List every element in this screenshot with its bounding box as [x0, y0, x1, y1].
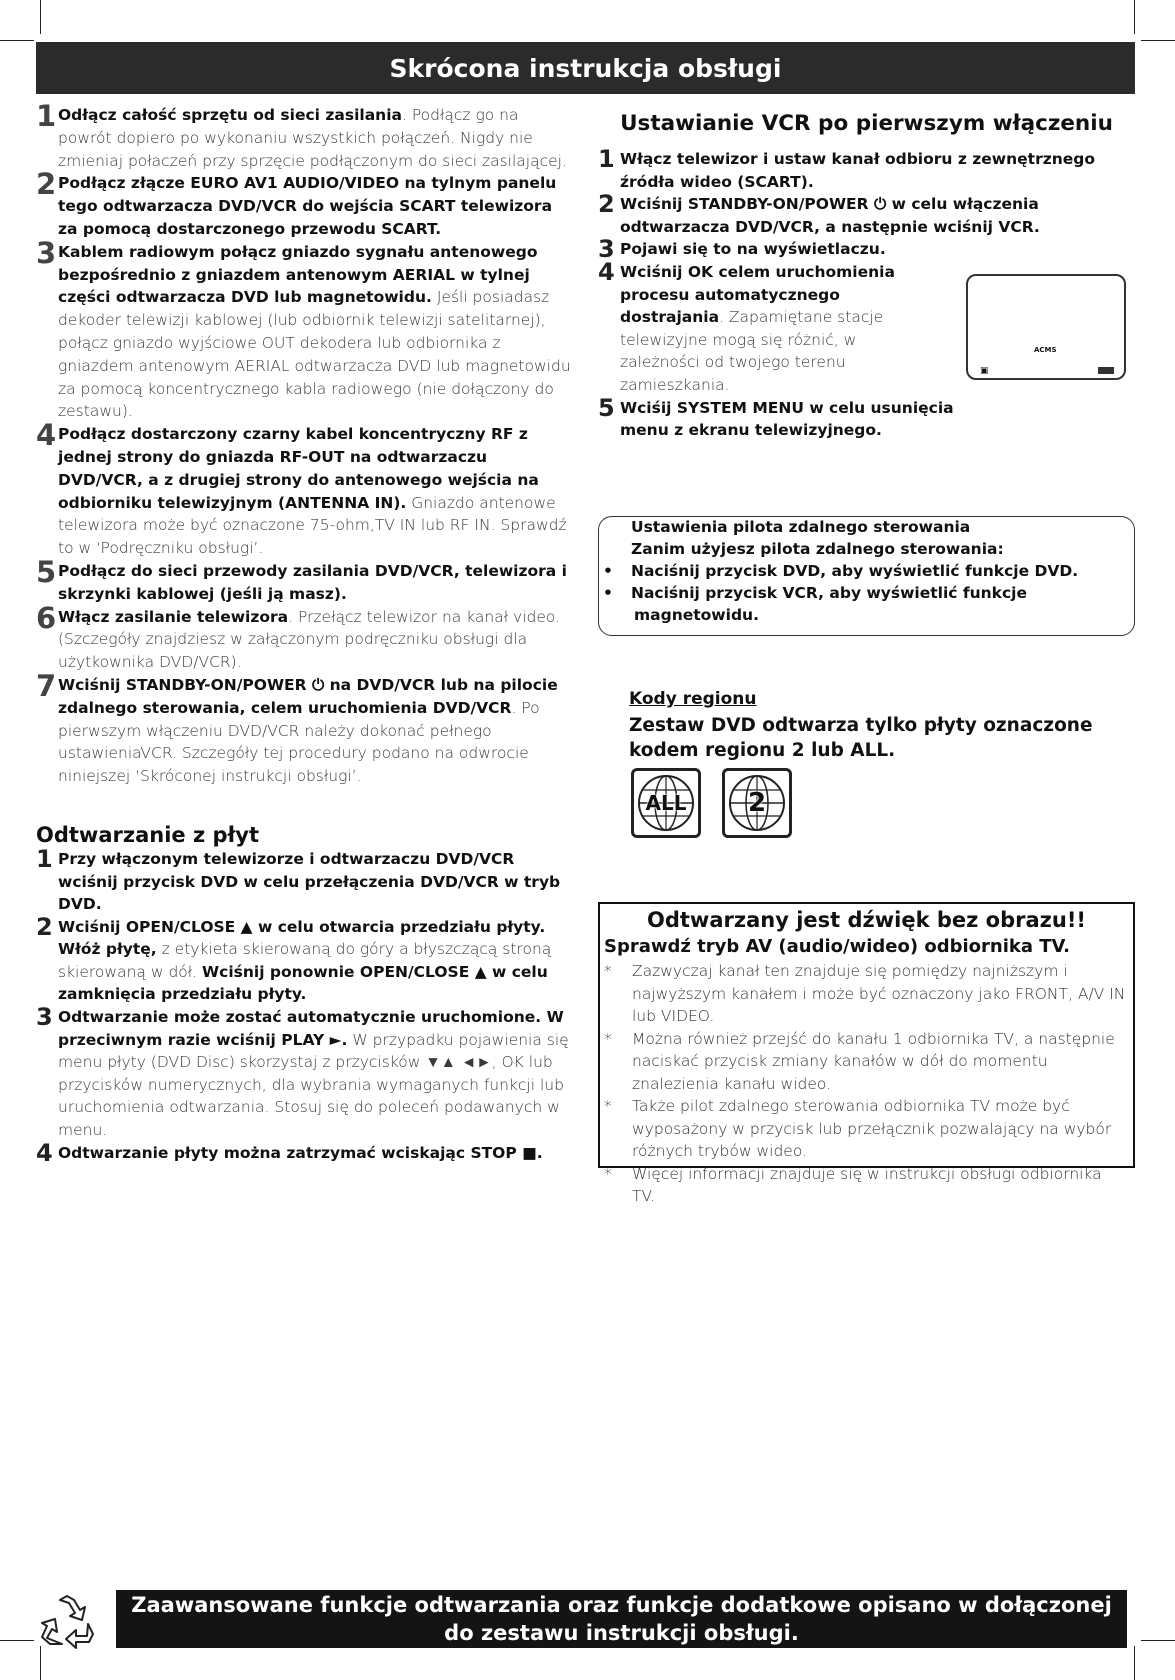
vcr-setup-title: Ustawianie VCR po pierwszym włączeniu: [620, 111, 1113, 136]
step-item: [598, 393, 978, 442]
no-picture-box: [598, 902, 1135, 1205]
step-item: [36, 554, 576, 606]
step-number: 4: [36, 1138, 53, 1167]
step-text: Wciśnij ponownie OPEN/CLOSE ▲ w celu zamknięcia przedziału płyty.: [58, 962, 548, 1004]
region-2-label: 2: [747, 788, 767, 818]
remote-item-vcr-cont: magnetowidu.: [634, 606, 759, 624]
tip-text: Więcej informacji znajduje się w instrukcji obsługi odbiornika TV.: [632, 1164, 1102, 1205]
step-item: [598, 190, 1135, 238]
tip-item: [600, 1095, 1133, 1163]
bullet: *: [604, 962, 612, 980]
step-number: 3: [36, 1003, 53, 1032]
step-text: Podłącz złącze EURO AV1 AUDIO/VIDEO na tylnym panelu tego odtwarzacza DVD/VCR do wejścia SCART telewizora za pomocą dostarczonego przewodu SCART.: [58, 174, 557, 238]
step-text: Odłącz całość sprzętu od sieci zasilania: [58, 106, 402, 124]
step-text: Pojawi się to na wyświetlaczu.: [620, 240, 886, 259]
tape-icon: ▣: [980, 366, 989, 376]
region-all-badge: [631, 768, 701, 838]
step-text: Wciśnij OPEN/CLOSE ▲ w celu otwarcia przedziału płyty. Włóż płytę,: [58, 917, 546, 959]
step-number: 7: [36, 668, 57, 703]
step-number: 1: [36, 99, 57, 133]
step-text: Wciśnij OK celem uruchomienia procesu automatycznego dostrajania: [620, 262, 895, 327]
step-text: Wciśnij STANDBY-ON/POWER ⏻ w celu włączenia odtwarzacza DVD/VCR, a następnie wciśnij VCR.: [620, 195, 1040, 236]
bullet: •: [603, 562, 613, 580]
step-item: [598, 235, 1135, 264]
step-number: 2: [36, 912, 53, 941]
bullet: *: [604, 1097, 612, 1115]
tip-text: Także pilot zdalnego sterowania odbiornika TV może być wyposażony w przycisk lub przełącznik pozwalający na wybór różnych trybów wideo.: [632, 1097, 1112, 1160]
playback-title: Odtwarzanie z płyt: [36, 822, 260, 847]
step-item: [36, 600, 576, 674]
connection-steps: [36, 99, 576, 788]
step-number: 5: [36, 554, 57, 589]
step-number: 4: [598, 257, 615, 286]
step-item: [598, 145, 1135, 193]
step-text: . Podłącz go na powrót dopiero po wykonaniu wszystkich połączeń. Nigdy nie zmieniaj połaczeń przy sprzęcie podłączonym do sieci zasilającej.: [58, 106, 567, 170]
no-picture-tips: [600, 960, 1133, 1208]
step-number: 3: [598, 235, 615, 264]
step-item: [36, 167, 576, 240]
step-text: Gniazdo antenowe telewizora może być oznaczone 75-ohm,TV IN lub RF IN. Sprawdź to w ‘Podręczniku obsługi’.: [58, 493, 567, 558]
tip-item: [600, 1028, 1133, 1096]
step-text: Odtwarzanie może zostać automatycznie uruchomione. W przeciwnym razie wciśnij PLAY ►.: [58, 1008, 564, 1049]
step-number: 1: [598, 145, 615, 173]
crop-mark: [40, 0, 41, 34]
bullet: *: [604, 1164, 612, 1183]
tv-screen-illustration: [966, 274, 1126, 380]
tip-text: Zazwyczaj kanał ten znajduje się pomiędzy najniższym i najwyższym kanałem i może być oznaczony jako FRONT, A/V IN lub VIDEO.: [632, 962, 1126, 1025]
crop-mark: [0, 1640, 34, 1641]
step-text: Włącz telewizor i ustaw kanał odbioru z zewnętrznego źródła wideo (SCART).: [620, 150, 1096, 191]
step-text: Włącz zasilanie telewizora: [58, 607, 289, 626]
region-all-label: ALL: [645, 791, 687, 815]
step-item: [598, 257, 930, 397]
crop-mark: [1141, 1640, 1175, 1641]
step-text: Odtwarzanie płyty można zatrzymać wciskając STOP ■.: [58, 1143, 543, 1162]
step-item: [36, 1138, 576, 1167]
crop-mark: [0, 40, 34, 41]
footer-bar: [116, 1590, 1127, 1648]
no-picture-title: Odtwarzany jest dźwięk bez obrazu!!: [647, 908, 1086, 932]
step-text: Wciśnij STANDBY-ON/POWER ⏻ na DVD/VCR lub na pilocie zdalnego sterowania, celem uruchomienia DVD/VCR: [58, 675, 558, 717]
channel-icon: [1098, 367, 1114, 374]
playback-section: [36, 822, 576, 1167]
step-text: Jeśli posiadasz dekoder telewizji kablowej (lub odbiornik telewizji satelitarnej), połącz gniazdo wyjściowe OUT dekodera lub odbiornika z gniazdem antenowym AERIAL odtwarzacza DVD lub magnetowidu za pomocą koncentrycznego kabla radiowego (nie dołączony do zestawu).: [58, 288, 571, 421]
step-item: [36, 418, 576, 560]
playback-steps: [36, 844, 576, 1167]
remote-item-vcr: Naciśnij przycisk VCR, aby wyświetlić funkcje: [631, 584, 1027, 602]
step-number: 2: [36, 167, 57, 202]
step-item: [36, 99, 576, 172]
region-title: Kody regionu: [629, 689, 757, 709]
step-item: [36, 844, 576, 916]
step-text: . Zapamiętane stacje telewizyjne mogą się różnić, w zależności od twojego terenu zamieszkania.: [620, 308, 884, 394]
step-text: . Po pierwszym włączeniu DVD/VCR należy dokonać pełnego ustawieniaVCR. Szczegóły tej procedury podano na odwrocie niniejszej ‘Skróconej instrukcji obsługi’.: [58, 698, 540, 786]
step-text: Podłącz dostarczony czarny kabel koncentryczny RF z jednej strony do gniazda RF-OUT na odtwarzaczu DVD/VCR, a z drugiej strony do antenowego wejścia na odbiorniku telewizyjnym (ANTENNA IN).: [58, 425, 539, 512]
step-text: Przy włączonym telewizorze i odtwarzaczu DVD/VCR wciśnij przycisk DVD w celu przełączenia DVD/VCR w tryb DVD.: [58, 849, 561, 914]
region-code-section: [629, 687, 1109, 763]
step-text: Podłącz do sieci przewody zasilania DVD/VCR, telewizora i skrzynki kablowej (jeśli ją masz).: [58, 561, 567, 603]
footer-text: Zaawansowane funkcje odtwarzania oraz funkcje dodatkowe opisano w dołączonej do zestawu instrukcji obsługi.: [131, 1593, 1112, 1645]
page-title-bar: [36, 42, 1135, 94]
recycle-icon: [36, 1592, 98, 1654]
tip-text: Można również przejść do kanału 1 odbiornika TV, a następnie naciskać przycisk zmiany kanałów w dół do momentu znalezienia kanału wideo.: [632, 1029, 1115, 1093]
step-text: W przypadku pojawienia się menu płyty (DVD Disc) skorzystaj z przycisków ▼▲ ◄►, OK lub przycisków numerycznych, dla wybrania wymaganych funkcji lub uruchomienia odtwarzania. Stosuj się do poleceń podawanych w menu.: [58, 1030, 569, 1140]
screen-label: ACMS: [1034, 346, 1057, 354]
step-number: 6: [36, 600, 57, 635]
remote-title: Ustawienia pilota zdalnego sterowania: [631, 518, 971, 536]
remote-intro: Zanim użyjesz pilota zdalnego sterowania:: [631, 540, 1004, 558]
step-text: z etykieta skierowaną do góry a błyszczącą stroną skierowaną w dół.: [58, 940, 552, 981]
left-column: [36, 99, 576, 1167]
step-item: [36, 235, 576, 423]
step-text: Kablem radiowym połącz gniazdo sygnału antenowego bezpośrednio z gniazdem antenowym AERIAL w tylnej części odtwarzacza DVD lub magnetowidu.: [58, 242, 538, 307]
remote-item-dvd: Naciśnij przycisk DVD, aby wyświetlić funkcje DVD.: [631, 562, 1079, 580]
crop-mark: [1134, 1646, 1135, 1680]
crop-mark: [1134, 0, 1135, 34]
bullet: •: [603, 584, 613, 602]
bullet: *: [604, 1029, 612, 1048]
step-number: 4: [36, 418, 57, 453]
remote-setup-box: [598, 516, 1135, 636]
tip-item: [600, 1163, 1133, 1208]
step-item: [36, 912, 576, 1006]
tip-item: [600, 960, 1133, 1028]
page-title: Skrócona instrukcja obsługi: [389, 53, 782, 83]
step-item: [36, 668, 576, 788]
step-number: 1: [36, 844, 53, 873]
region-text: Zestaw DVD odtwarza tylko płyty oznaczone kodem regionu 2 lub ALL.: [629, 715, 1093, 761]
step-item: [36, 1003, 576, 1142]
step-text: Wciśij SYSTEM MENU w celu usunięcia menu z ekranu telewizyjnego.: [620, 398, 954, 440]
crop-mark: [1141, 40, 1175, 41]
step-number: 3: [36, 235, 57, 270]
step-number: 5: [598, 393, 615, 422]
step-number: 2: [598, 190, 615, 219]
step-text: . Przełącz telewizor na kanał video. (Szczegóły znajdziesz w załączonym podręczniku obsługi dla użytkownika DVD/VCR).: [58, 607, 561, 672]
region-2-badge: [722, 768, 792, 838]
no-picture-subtitle: Sprawdź tryb AV (audio/wideo) odbiornika TV.: [604, 936, 1070, 957]
